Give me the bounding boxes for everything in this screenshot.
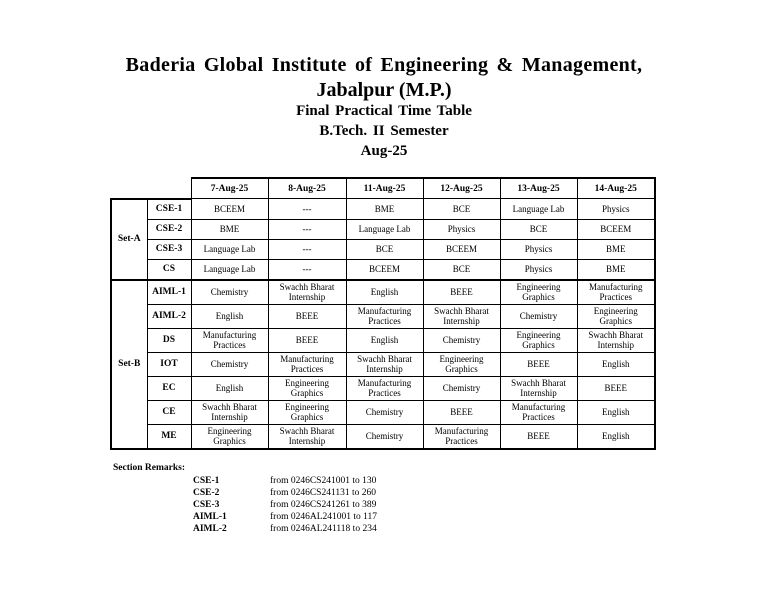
schedule-cell: Engineering Graphics <box>500 280 577 305</box>
schedule-cell: BCEEM <box>346 259 423 280</box>
table-row <box>111 199 655 220</box>
schedule-cell: English <box>346 280 423 305</box>
schedule-cell: --- <box>268 219 346 239</box>
schedule-cell: BME <box>346 199 423 220</box>
schedule-cell: Manufacturing Practices <box>346 376 423 400</box>
schedule-cell: BCEEM <box>191 199 268 220</box>
group-label: AIML-2 <box>147 304 191 328</box>
table-row <box>111 328 655 352</box>
schedule-cell: Swachh Bharat Internship <box>423 304 500 328</box>
schedule-cell: English <box>577 400 655 424</box>
schedule-cell: BEEE <box>500 352 577 376</box>
schedule-cell: Swachh Bharat Internship <box>191 400 268 424</box>
schedule-cell: BEEE <box>500 424 577 449</box>
table-row <box>111 376 655 400</box>
schedule-cell: Swachh Bharat Internship <box>268 424 346 449</box>
remark-roll-range: from 0246CS241261 to 389 <box>270 500 377 510</box>
schedule-cell: BEEE <box>268 328 346 352</box>
schedule-cell: BEEE <box>577 376 655 400</box>
schedule-cell: Engineering Graphics <box>577 304 655 328</box>
schedule-cell: Swachh Bharat Internship <box>577 328 655 352</box>
schedule-cell: Chemistry <box>346 400 423 424</box>
schedule-cell: Language Lab <box>346 219 423 239</box>
schedule-cell: BME <box>577 259 655 280</box>
schedule-cell: BCE <box>500 219 577 239</box>
set-label: Set-B <box>111 280 147 449</box>
group-label: EC <box>147 376 191 400</box>
date-header: 13-Aug-25 <box>500 178 577 199</box>
schedule-cell: --- <box>268 259 346 280</box>
remark-roll-range: from 0246AL241118 to 234 <box>270 524 377 534</box>
remark-section-code: CSE-1 <box>193 476 220 486</box>
institute-name: Baderia Global Institute of Engineering & Management, <box>125 54 643 76</box>
date-header-row <box>111 178 655 199</box>
schedule-cell: Chemistry <box>346 424 423 449</box>
remark-roll-range: from 0246CS241131 to 260 <box>270 488 376 498</box>
group-label: IOT <box>147 352 191 376</box>
schedule-cell: English <box>577 352 655 376</box>
blank-corner <box>111 178 191 199</box>
schedule-cell: BEEE <box>268 304 346 328</box>
date-header: 7-Aug-25 <box>191 178 268 199</box>
table-row <box>111 304 655 328</box>
table-row <box>111 280 655 305</box>
schedule-cell: Manufacturing Practices <box>191 328 268 352</box>
group-label: AIML-1 <box>147 280 191 305</box>
remark-roll-range: from 0246AL241001 to 117 <box>270 512 378 522</box>
document-title: Final Practical Time Table <box>296 103 472 119</box>
schedule-cell: Manufacturing Practices <box>268 352 346 376</box>
schedule-cell: Engineering Graphics <box>268 376 346 400</box>
remark-roll-range: from 0246CS241001 to 130 <box>270 476 377 486</box>
remark-section-code: CSE-3 <box>193 500 220 510</box>
date-header: 11-Aug-25 <box>346 178 423 199</box>
schedule-cell: Manufacturing Practices <box>500 400 577 424</box>
schedule-cell: Swachh Bharat Internship <box>268 280 346 305</box>
group-label: CSE-3 <box>147 239 191 259</box>
exam-month: Aug-25 <box>360 143 408 159</box>
group-label: ME <box>147 424 191 449</box>
schedule-cell: BCEEM <box>577 219 655 239</box>
schedule-cell: Chemistry <box>191 280 268 305</box>
schedule-cell: Language Lab <box>500 199 577 220</box>
group-label: CSE-1 <box>147 199 191 220</box>
schedule-cell: --- <box>268 239 346 259</box>
group-label: CSE-2 <box>147 219 191 239</box>
table-row <box>111 424 655 449</box>
section-remarks-title: Section Remarks: <box>113 463 186 473</box>
date-header: 14-Aug-25 <box>577 178 655 199</box>
remark-section-code: AIML-2 <box>193 524 227 534</box>
group-label: CS <box>147 259 191 280</box>
schedule-cell: Chemistry <box>423 376 500 400</box>
schedule-cell: BEEE <box>423 280 500 305</box>
schedule-cell: Engineering Graphics <box>423 352 500 376</box>
schedule-cell: Swachh Bharat Internship <box>500 376 577 400</box>
schedule-cell: Physics <box>500 259 577 280</box>
schedule-cell: BCE <box>423 199 500 220</box>
table-row <box>111 239 655 259</box>
schedule-cell: Physics <box>423 219 500 239</box>
schedule-cell: BCEEM <box>423 239 500 259</box>
schedule-cell: Swachh Bharat Internship <box>346 352 423 376</box>
schedule-cell: BCE <box>346 239 423 259</box>
schedule-cell: BEEE <box>423 400 500 424</box>
schedule-cell: English <box>577 424 655 449</box>
schedule-cell: Engineering Graphics <box>268 400 346 424</box>
schedule-cell: Manufacturing Practices <box>577 280 655 305</box>
table-row <box>111 400 655 424</box>
schedule-cell: BCE <box>423 259 500 280</box>
institute-location: Jabalpur (M.P.) <box>316 79 452 101</box>
schedule-cell: English <box>191 376 268 400</box>
schedule-cell: English <box>191 304 268 328</box>
group-label: DS <box>147 328 191 352</box>
schedule-cell: BME <box>191 219 268 239</box>
set-label: Set-A <box>111 199 147 280</box>
schedule-cell: Physics <box>577 199 655 220</box>
table-row <box>111 352 655 376</box>
group-label: CE <box>147 400 191 424</box>
schedule-cell: English <box>346 328 423 352</box>
schedule-cell: Language Lab <box>191 239 268 259</box>
schedule-cell: Engineering Graphics <box>500 328 577 352</box>
schedule-cell: Engineering Graphics <box>191 424 268 449</box>
table-row <box>111 219 655 239</box>
schedule-cell: Physics <box>500 239 577 259</box>
program-semester: B.Tech. II Semester <box>319 123 449 139</box>
schedule-cell: Manufacturing Practices <box>423 424 500 449</box>
remark-section-code: AIML-1 <box>193 512 227 522</box>
schedule-cell: Chemistry <box>500 304 577 328</box>
date-header: 12-Aug-25 <box>423 178 500 199</box>
schedule-cell: --- <box>268 199 346 220</box>
practical-timetable <box>110 177 656 450</box>
date-header: 8-Aug-25 <box>268 178 346 199</box>
schedule-cell: Manufacturing Practices <box>346 304 423 328</box>
schedule-cell: Chemistry <box>423 328 500 352</box>
table-row <box>111 259 655 280</box>
schedule-cell: Language Lab <box>191 259 268 280</box>
schedule-cell: Chemistry <box>191 352 268 376</box>
remark-section-code: CSE-2 <box>193 488 220 498</box>
schedule-cell: BME <box>577 239 655 259</box>
